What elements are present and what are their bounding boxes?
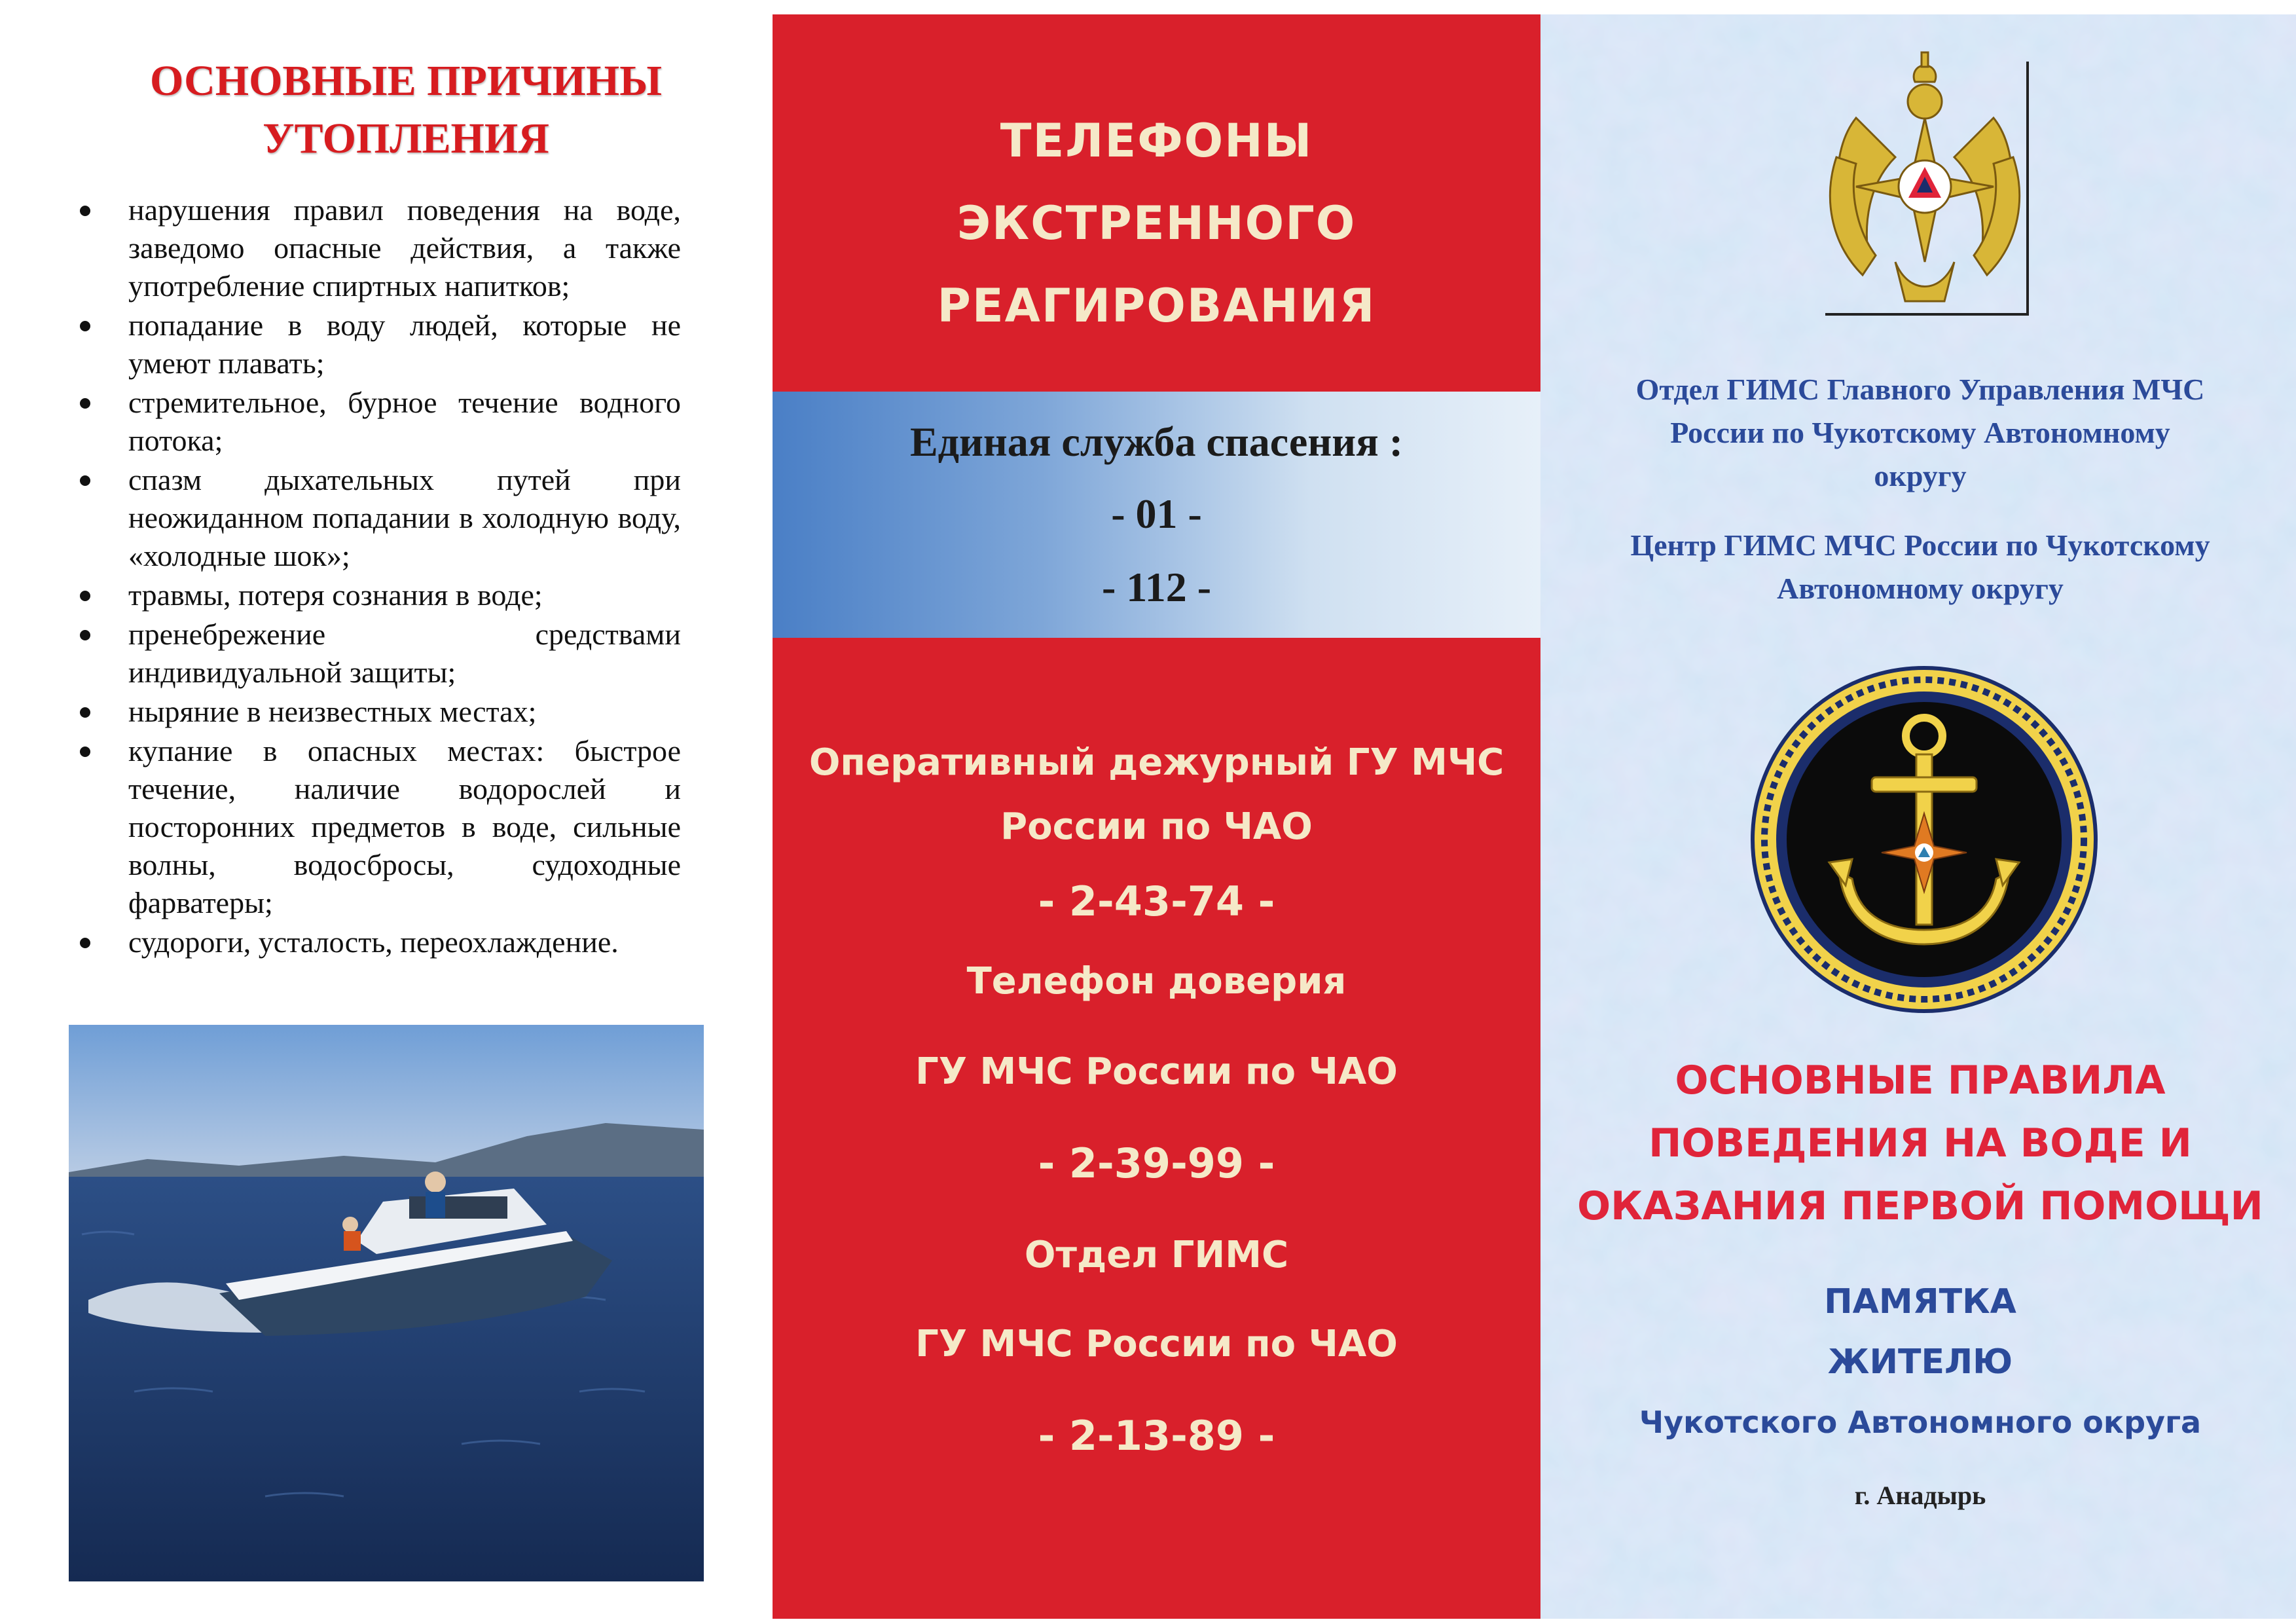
rescue-boat-photo	[69, 1025, 704, 1581]
gims-dept-org: ГУ МЧС России по ЧАО	[915, 1323, 1398, 1365]
list-item: купание в опасных местах: быстрое течение, наличие водорослей и посторонних предметов в воде, сильные волны, водосбросы, судоходные фарватеры;	[72, 732, 681, 922]
city-label: г. Анадырь	[1854, 1481, 1986, 1510]
bullet-icon	[80, 707, 90, 718]
trust-line-org: ГУ МЧС России по ЧАО	[915, 1050, 1398, 1093]
bullet-icon	[80, 630, 90, 640]
rescue-number: - 112 -	[1101, 564, 1212, 610]
gims-department-name: Отдел ГИМС Главного Управления МЧС России по Чукотскому Автономному округу	[1635, 373, 2205, 492]
rescue-service-band	[773, 392, 1540, 638]
list-item: стремительное, бурное течение водного потока;	[72, 384, 681, 460]
causes-list	[72, 191, 681, 963]
gims-anchor-badge-icon	[1747, 663, 2101, 1016]
list-item: пренебрежение средствами индивидуальной защиты;	[72, 616, 681, 692]
emblem-frame	[1825, 313, 2029, 316]
bullet-icon	[80, 321, 90, 331]
emergency-phones-heading	[773, 100, 1540, 347]
bullet-icon	[80, 398, 90, 409]
trust-line-title: Телефон доверия	[966, 960, 1347, 1003]
title-line: УТОПЛЕНИЯ	[263, 115, 549, 162]
rescue-number: - 01 -	[1111, 490, 1202, 537]
trust-line-phone: - 2-39-99 -	[1038, 1139, 1275, 1187]
bullet-icon	[80, 475, 90, 486]
duty-officer-line: России по ЧАО	[1000, 805, 1313, 848]
list-item: судороги, усталость, переохлаждение.	[72, 923, 681, 961]
heading-line: ЭКСТРЕННОГО	[957, 196, 1357, 250]
left-panel	[0, 0, 759, 1624]
emblem-frame	[2026, 62, 2029, 316]
list-item: ныряние в неизвестных местах;	[72, 693, 681, 731]
heading-line: ТЕЛЕФОНЫ	[1000, 114, 1313, 168]
gims-dept-phone: - 2-13-89 -	[1038, 1412, 1275, 1460]
heading-line: РЕАГИРОВАНИЯ	[937, 279, 1376, 333]
list-item: попадание в воду людей, которые не умеют плавать;	[72, 306, 681, 382]
gims-center-name: Центр ГИМС МЧС России по Чукотскому Автономному округу	[1630, 528, 2210, 605]
bullet-icon	[80, 591, 90, 601]
drowning-causes-title	[79, 52, 733, 168]
mchs-eagle-emblem-icon	[1817, 46, 2033, 321]
duty-officer-line: Оперативный дежурный ГУ МЧС	[809, 741, 1504, 784]
title-line: ОСНОВНЫЕ ПРИЧИНЫ	[149, 57, 663, 105]
list-item: спазм дыхательных путей при неожиданном попадании в холодную воду, «холодные шок»;	[72, 461, 681, 575]
rules-title: ОСНОВНЫЕ ПРАВИЛА ПОВЕДЕНИЯ НА ВОДЕ И ОКАЗАНИЯ ПЕРВОЙ ПОМОЩИ	[1577, 1058, 2263, 1229]
gims-dept-title: Отдел ГИМС	[1024, 1234, 1289, 1276]
rescue-service-label: Единая служба спасения :	[909, 418, 1404, 465]
bullet-icon	[80, 747, 90, 757]
list-item: нарушения правил поведения на воде, заведомо опасные действия, а также употребление спиртных напитков;	[72, 191, 681, 305]
emergency-phones-panel	[773, 14, 1540, 1619]
bullet-icon	[80, 206, 90, 216]
list-item: травмы, потеря сознания в воде;	[72, 576, 681, 614]
bullet-icon	[80, 938, 90, 948]
cover-panel	[1540, 14, 2296, 1619]
memo-title: ПАМЯТКА ЖИТЕЛЮ Чукотского Автономного округа	[1639, 1282, 2202, 1440]
duty-officer-phone: - 2-43-74 -	[1038, 877, 1275, 925]
